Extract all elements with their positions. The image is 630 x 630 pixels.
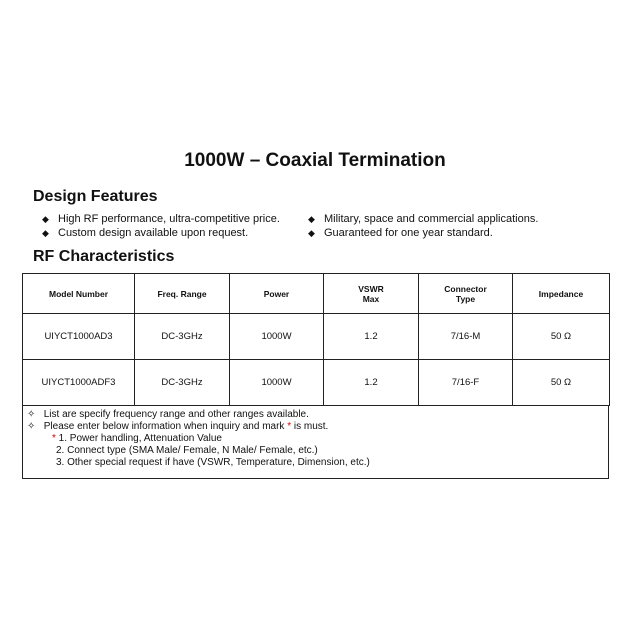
note-line [56, 457, 370, 469]
col-header-model: Model Number [23, 274, 135, 314]
col-header-freq: Freq. Range [135, 274, 230, 314]
feature-text: Custom design available upon request. [58, 227, 249, 239]
cell-connector: 7/16-M [419, 314, 513, 360]
design-features-heading: Design Features [33, 188, 158, 205]
cell-model: UIYCT1000ADF3 [23, 360, 135, 406]
feature-text: High RF performance, ultra-competitive price. [58, 213, 280, 225]
cell-impedance: 50 Ω [513, 314, 610, 360]
cell-vswr: 1.2 [324, 314, 419, 360]
rf-characteristics-table [22, 273, 610, 406]
table-row [23, 314, 610, 360]
note-line [27, 421, 328, 433]
sparkle-bullet-icon: ✧ [27, 409, 36, 420]
diamond-bullet-icon: ◆ [308, 228, 315, 238]
required-star: * [52, 433, 56, 444]
table-row [23, 360, 610, 406]
col-header-vswr: VSWR Max [324, 274, 419, 314]
col-header-power: Power [230, 274, 324, 314]
note-text: 1. Power handling, Attenuation Value [55, 433, 222, 444]
note-text: 2. Connect type (SMA Male/ Female, N Male/ Female, etc.) [56, 445, 318, 456]
note-line [27, 409, 309, 421]
diamond-bullet-icon: ◆ [42, 228, 49, 238]
required-star: * [287, 421, 292, 432]
feature-item [42, 213, 280, 225]
note-line [56, 445, 318, 457]
cell-freq: DC-3GHz [135, 360, 230, 406]
col-header-impedance: Impedance [513, 274, 610, 314]
cell-power: 1000W [230, 360, 324, 406]
feature-item [308, 213, 538, 225]
rf-characteristics-heading: RF Characteristics [33, 248, 175, 265]
note-text: is must. [291, 421, 329, 432]
feature-text: Military, space and commercial applications. [324, 213, 539, 225]
feature-item [42, 227, 248, 239]
diamond-bullet-icon: ◆ [308, 214, 315, 224]
notes-box [22, 405, 609, 479]
sparkle-bullet-icon: ✧ [27, 421, 36, 432]
col-header-connector: Connector Type [419, 274, 513, 314]
cell-model: UIYCT1000AD3 [23, 314, 135, 360]
note-text: Please enter below information when inquiry and mark [43, 421, 288, 432]
page-title: 1000W – Coaxial Termination [184, 150, 446, 171]
diamond-bullet-icon: ◆ [42, 214, 49, 224]
cell-connector: 7/16-F [419, 360, 513, 406]
table-header-row [23, 274, 610, 314]
note-line [52, 433, 222, 445]
note-text: List are specify frequency range and other ranges available. [43, 409, 309, 420]
feature-item [308, 227, 493, 239]
cell-impedance: 50 Ω [513, 360, 610, 406]
cell-vswr: 1.2 [324, 360, 419, 406]
cell-freq: DC-3GHz [135, 314, 230, 360]
note-text: 3. Other special request if have (VSWR, Temperature, Dimension, etc.) [56, 457, 370, 468]
cell-power: 1000W [230, 314, 324, 360]
feature-text: Guaranteed for one year standard. [324, 227, 493, 239]
